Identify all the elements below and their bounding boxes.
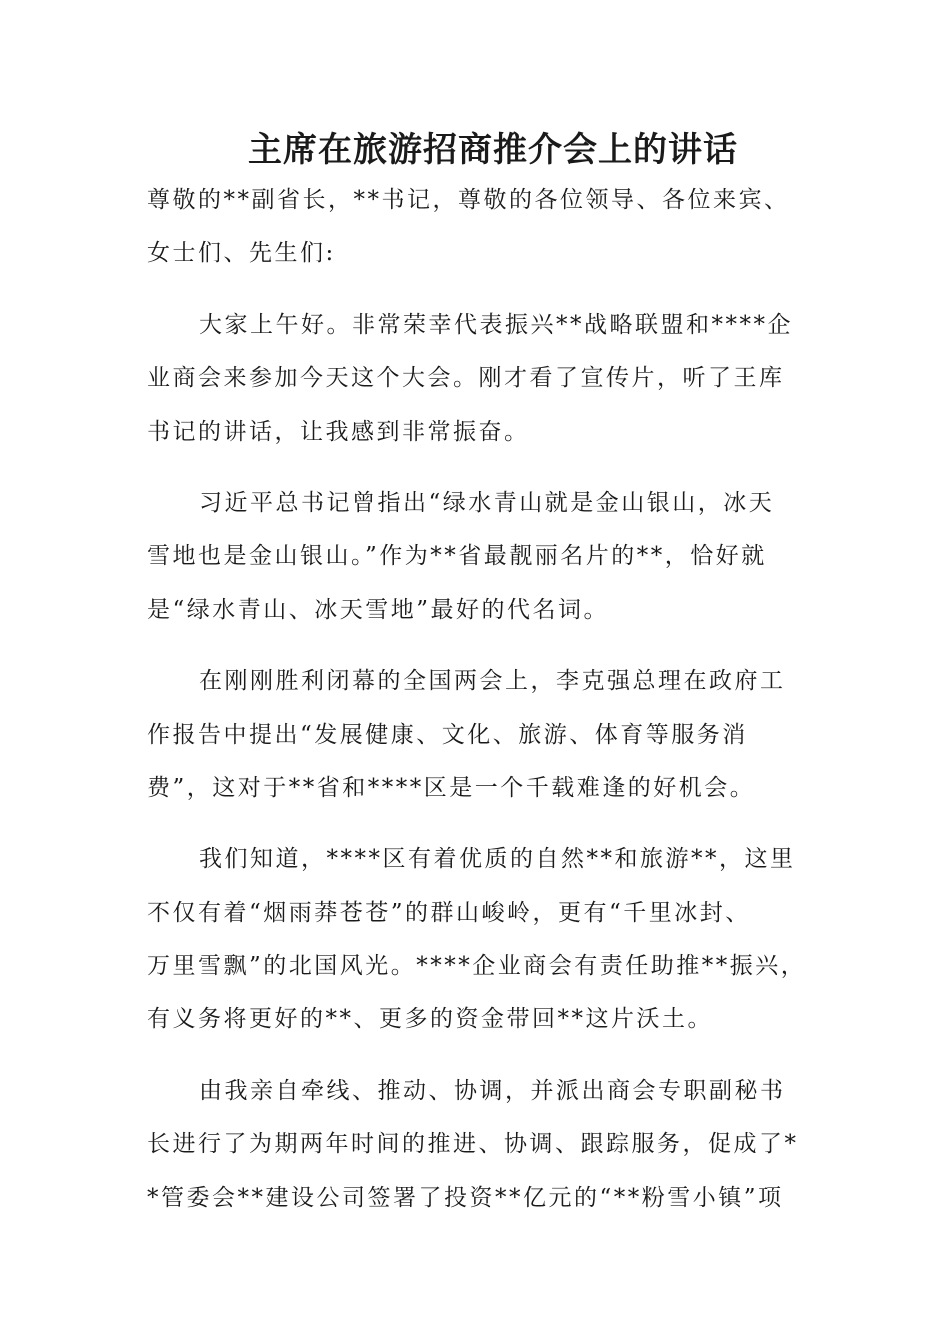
text-line: 尊敬的**副省长，**书记，尊敬的各位领导、各位来宾、 xyxy=(147,187,790,213)
text-line: 在刚刚胜利闭幕的全国两会上，李克强总理在政府工 xyxy=(199,668,786,695)
text-line: 女士们、先生们: xyxy=(147,240,336,267)
text-line: 有义务将更好的**、更多的资金带回**这片沃土。 xyxy=(147,1006,713,1033)
text-line: 不仅有着“烟雨莽苍苍”的群山峻岭，更有“千里冰封、 xyxy=(147,899,751,926)
paragraph-5 xyxy=(147,1065,817,1225)
text-line: 业商会来参加今天这个大会。刚才看了宣传片，听了王库 xyxy=(147,365,785,392)
text-line: 书记的讲话，让我感到非常振奋。 xyxy=(147,418,530,445)
paragraph-1 xyxy=(147,299,817,459)
paragraph-2 xyxy=(147,477,817,637)
text-line: 习近平总书记曾指出“绿水青山就是金山银山，冰天 xyxy=(199,489,775,516)
text-line: 万里雪飘”的北国风光。****企业商会有责任助推**振兴， xyxy=(147,953,807,980)
paragraph-3 xyxy=(147,655,817,815)
text-line: 作报告中提出“发展健康、文化、旅游、体育等服务消 xyxy=(147,721,748,748)
text-line: 我们知道，****区有着优质的自然**和旅游**，这里 xyxy=(199,846,796,873)
salutation xyxy=(147,174,817,281)
text-line: 由我亲自牵线、推动、协调，并派出商会专职副秘书 xyxy=(199,1077,786,1104)
text-line: 是“绿水青山、冰天雪地”最好的代名词。 xyxy=(147,596,610,623)
document-title: 主席在旅游招商推介会上的讲话 xyxy=(248,130,738,170)
document-body xyxy=(147,174,817,1225)
text-line: 长进行了为期两年时间的推进、协调、跟踪服务，促成了* xyxy=(147,1131,799,1158)
text-line: *管委会**建设公司签署了投资**亿元的“**粉雪小镇”项 xyxy=(147,1184,784,1211)
paragraph-4 xyxy=(147,833,817,1047)
text-line: 雪地也是金山银山。”作为**省最靓丽名片的**，恰好就 xyxy=(147,543,767,570)
text-line: 费”，这对于**省和****区是一个千载难逢的好机会。 xyxy=(147,774,756,801)
text-line: 大家上午好。非常荣幸代表振兴**战略联盟和****企 xyxy=(199,311,793,338)
